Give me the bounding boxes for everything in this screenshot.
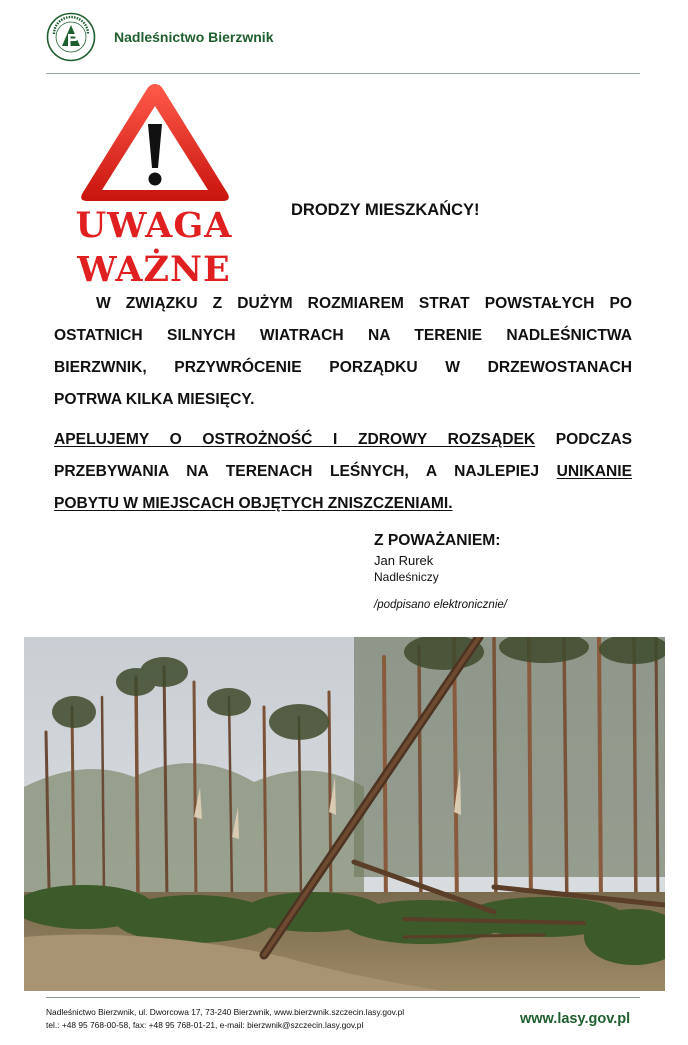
appeal-emphasis: APELUJEMY O OSTROŻNOŚĆ I ZDROWY ROZSĄDEK [54,431,536,448]
appeal-line: PRZEBYWANIA NA TERENACH LEŚNYCH, A NAJLEPIEJ UNIKANIE [54,463,632,480]
org-name: Nadleśnictwo Bierzwnik [114,29,274,45]
lasy-panstwowe-logo-icon [46,12,96,62]
appeal-paragraph [54,424,632,520]
signature-note: /podpisano elektronicznie/ [374,599,507,611]
appeal-line: APELUJEMY O OSTROŻNOŚĆ I ZDROWY ROZSĄDEK PODCZAS [54,431,632,448]
header-divider [46,73,640,74]
uwaga-heading: UWAGA [75,205,233,246]
signer-title: Nadleśniczy [374,570,439,584]
footer-website-link[interactable]: www.lasy.gov.pl [520,1011,631,1027]
footer-address: Nadleśnictwo Bierzwnik, ul. Dworcowa 17, 73-240 Bierzwnik, www.bierzwnik.szczecin.lasy.gov.pl [46,1007,405,1017]
wazne-heading: WAŻNE [77,249,231,290]
notice-line: OSTATNICH SILNYCH WIATRACH NA TERENIE NADLEŚNICTWA [54,327,632,344]
appeal-line [54,488,632,520]
notice-line: POTRWA KILKA MIESIĘCY. [54,391,255,408]
storm-damage-photo [24,637,665,991]
signer-name: Jan Rurek [374,553,434,568]
appeal-emphasis: POBYTU W MIEJSCACH OBJĘTYCH ZNISZCZENIAMI. [54,495,453,512]
warning-triangle-icon [78,80,232,204]
footer-contact: tel.: +48 95 768-00-58, fax: +48 95 768-01-21, e-mail: bierzwnik@szczecin.lasy.gov.pl [46,1020,364,1030]
greeting: DRODZY MIESZKAŃCY! [291,201,480,219]
footer-divider [46,997,640,998]
notice-line: BIERZWNIK, PRZYWRÓCENIE PORZĄDKU W DRZEWOSTANACH [54,359,632,376]
notice-paragraph [54,288,632,416]
closing: Z POWAŻANIEM: [374,532,501,549]
notice-line: W ZWIĄZKU Z DUŻYM ROZMIAREM STRAT POWSTAŁYCH PO [96,295,632,312]
appeal-emphasis: UNIKANIE [556,463,632,480]
